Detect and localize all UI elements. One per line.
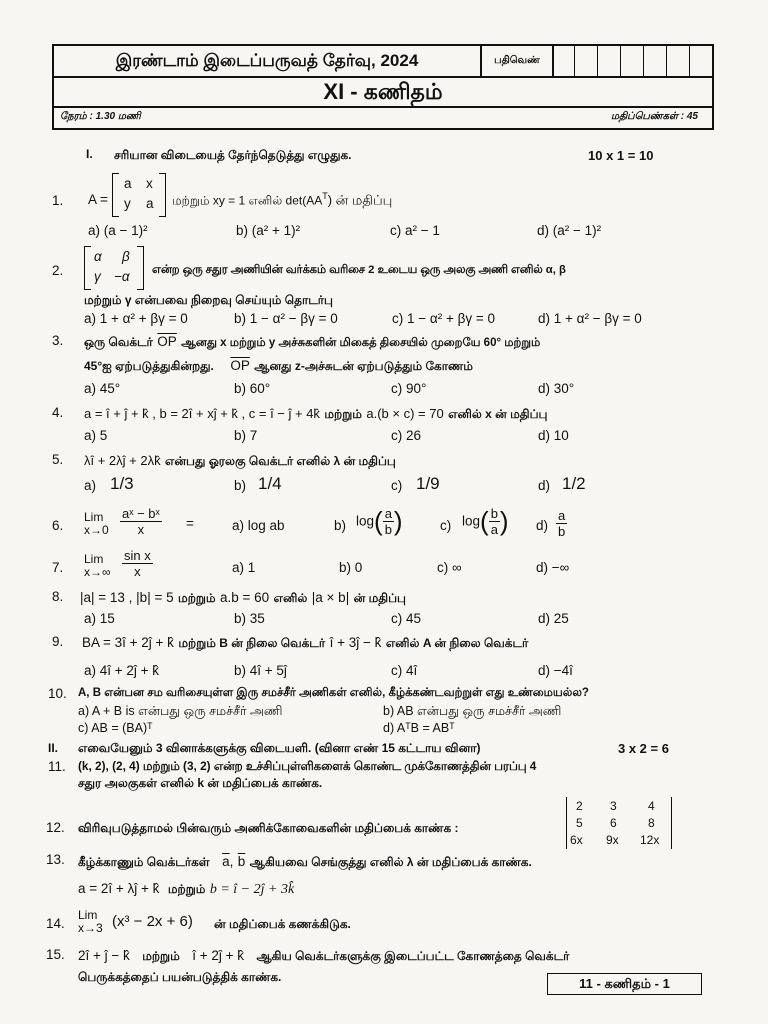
q8-text2: எனில்	[273, 591, 308, 605]
q15-text: ஆகிய வெக்டர்களுக்கு இடைப்பட்ட கோணத்தை வெக்டர்	[256, 949, 570, 963]
q10-option-a: a) A + B is என்பது ஒரு சமச்சீர் அணி	[78, 704, 283, 718]
q4-option-d: d) 10	[538, 428, 569, 443]
q9-text: மற்றும் B ன் நிலை வெக்டர்	[178, 636, 326, 650]
q9-option-d: d) −4î	[538, 663, 573, 678]
limit-label: Lim	[84, 510, 104, 524]
q2-matrix	[84, 246, 144, 288]
q4-option-a: a) 5	[84, 428, 108, 443]
reg-box	[552, 46, 575, 76]
q9-option-b: b) 4î + 5ĵ	[234, 663, 287, 678]
exam-header	[52, 44, 714, 130]
q15-equation: 2î + ĵ − k̂	[78, 948, 130, 963]
q2-option-a: a) 1 + α² + βγ = 0	[84, 311, 188, 326]
q3-option-d: d) 30°	[538, 381, 575, 396]
det-cell: 12x	[640, 833, 660, 847]
q11-line1: (k, 2), (2, 4) மற்றும் (3, 2) என்ற உச்சிப்புள்ளிகளைக் கொண்ட முக்கோணத்தின் பரப்பு 4	[78, 759, 537, 773]
fraction-denominator: x	[134, 564, 141, 579]
q5-text: என்பது ஓரலகு வெக்டர் எனில் λ ன் மதிப்பு	[165, 454, 396, 468]
q4-option-c: c) 26	[391, 428, 422, 443]
matrix-cell: γ	[94, 269, 101, 284]
matrix-cell: α	[94, 249, 102, 264]
q8-option-b: b) 35	[234, 611, 265, 626]
q11-line2: சதுர அலகுகள் எனில் k ன் மதிப்பைக் காண்க.	[78, 776, 323, 790]
limit-label: Lim	[84, 552, 104, 566]
q10-option-b: b) AB என்பது ஒரு சமச்சீர் அணி	[383, 704, 562, 718]
header-row-title	[54, 46, 712, 78]
q7-number: 7.	[52, 560, 64, 575]
q2-option-c: c) 1 − α² + βγ = 0	[392, 311, 495, 326]
q8-text: மற்றும்	[178, 591, 216, 605]
q4-line	[84, 405, 547, 423]
fraction-numerator: aˣ − bˣ	[122, 506, 160, 521]
det-cell: 6x	[570, 833, 583, 847]
q4-equation2: a.(b × c) = 70	[366, 406, 444, 421]
q1-option-b: b) (a² + 1)²	[236, 223, 301, 238]
fraction-numerator: a	[384, 506, 392, 521]
section2-heading: எவையேனும் 3 வினாக்களுக்கு விடையளி. (வினா எண் 15 கட்டாய வினா)	[78, 741, 481, 755]
section2-score: 3 x 2 = 6	[618, 741, 669, 756]
matrix-cell: y	[124, 196, 131, 211]
q5-option-d: d)	[538, 478, 551, 493]
matrix-cell: −α	[114, 269, 130, 284]
q2-text2: மற்றும் γ என்பவை நிறைவு செய்யும் தொடர்பு	[84, 293, 333, 307]
matrix-cell: a	[124, 176, 132, 191]
q12-determinant	[566, 797, 672, 849]
log-label: log	[462, 513, 481, 529]
q10-option-d: d) AᵀB = ABᵀ	[383, 721, 455, 735]
q6-option-a: a) log ab	[232, 518, 285, 533]
register-number-boxes	[552, 46, 712, 76]
q3-text: 45°ஐ ஏற்படுத்துகின்றது.	[84, 359, 214, 373]
det-cell: 2	[576, 799, 583, 813]
reg-box	[621, 46, 644, 76]
q9-equation2: î + 3ĵ − k̂	[329, 635, 382, 650]
q1-text-part1: மற்றும் xy = 1 எனில் det(AA	[172, 193, 323, 208]
det-cell: 9x	[606, 833, 619, 847]
section1-heading: சரியான விடையைத் தேர்ந்தெடுத்து எழுதுக.	[114, 148, 352, 162]
q13-line2	[78, 880, 294, 898]
matrix-bracket-right	[137, 246, 144, 290]
q8-option-a: a) 15	[84, 611, 115, 626]
q9-line	[82, 634, 528, 652]
q8-number: 8.	[52, 589, 64, 604]
section1-score: 10 x 1 = 10	[588, 148, 654, 163]
q14-number: 14.	[46, 916, 65, 931]
matrix-bracket-left	[112, 173, 119, 217]
q4-option-b: b) 7	[234, 428, 258, 443]
q5-option-d-value: 1/2	[562, 474, 586, 493]
det-cell: 4	[648, 799, 655, 813]
q9-option-a: a) 4î + 2ĵ + k̂	[84, 663, 160, 678]
q13-equation2: b = î − 2ĵ + 3k̂	[209, 882, 295, 897]
det-cell: 8	[648, 816, 655, 830]
reg-box	[644, 46, 667, 76]
q13-text2: ஆகியவை செங்குத்து எனில் λ ன் மதிப்பைக் காண்க.	[249, 855, 532, 869]
q4-number: 4.	[52, 405, 64, 420]
q1-matrix	[112, 173, 166, 215]
q6-option-d: d)	[536, 518, 549, 533]
q5-option-b: b)	[234, 478, 247, 493]
q7-option-a: a) 1	[232, 560, 256, 575]
q10-number: 10.	[48, 686, 67, 701]
q2-option-b: b) 1 − α² − βγ = 0	[234, 311, 338, 326]
reg-box	[598, 46, 621, 76]
q15-and: மற்றும்	[142, 949, 180, 963]
q9-text2: எனில் A ன் நிலை வெக்டர்	[385, 636, 529, 650]
determinant-bar-left	[566, 797, 567, 849]
determinant-bar-right	[671, 797, 672, 849]
q5-number: 5.	[52, 452, 64, 467]
q6-limit	[84, 511, 109, 537]
subject-title: XI - கணிதம்	[54, 78, 712, 108]
q6-number: 6.	[52, 518, 64, 533]
q8-option-d: d) 25	[538, 611, 569, 626]
register-number-label: பதிவெண்	[480, 46, 554, 76]
fraction-denominator: a	[490, 522, 498, 537]
q4-equation: a = î + ĵ + k̂ , b = 2î + xĵ + k̂ , c = î − ĵ + 4k̂	[84, 406, 320, 421]
reg-box	[667, 46, 690, 76]
q12-number: 12.	[46, 820, 65, 835]
log-label: log	[356, 513, 375, 529]
q13-text: கீழ்க்காணும் வெக்டர்கள்	[78, 855, 210, 869]
q3-text: ஆனது z-அச்சுடன் ஏற்படுத்தும் கோணம்	[254, 359, 473, 373]
q8-equation: |a| = 13 , |b| = 5	[80, 590, 174, 605]
limit-label: Lim	[78, 908, 98, 922]
q8-text3: ன் மதிப்பு	[353, 591, 406, 605]
fraction-numerator: sin x	[124, 548, 151, 563]
matrix-cell: x	[146, 176, 153, 191]
q2-text: என்ற ஒரு சதுர அணியின் வர்க்கம் வரிசை 2 உடைய ஒரு அலகு அணி எனில் α, β	[152, 264, 566, 276]
section1-label: I.	[86, 147, 93, 161]
q3-text: ஆனது x மற்றும் y அச்சுகளின் மிகைத் திசையில் முறையே 60° மற்றும்	[181, 337, 541, 349]
matrix-cell: β	[122, 249, 130, 264]
q15-number: 15.	[46, 947, 65, 962]
q5-option-c: c)	[391, 478, 403, 493]
q3-option-a: a) 45°	[84, 381, 121, 396]
q11-number: 11.	[48, 759, 66, 774]
q1-option-a: a) (a − 1)²	[88, 223, 148, 238]
limit-sub: x→3	[78, 921, 103, 935]
q13-comma: ,	[229, 854, 234, 869]
q3-text: ஒரு வெக்டர்	[84, 335, 153, 349]
q9-number: 9.	[52, 634, 64, 649]
fraction-numerator: b	[490, 506, 498, 521]
q15-line1	[78, 947, 569, 965]
q15-line2: பெருக்கத்தைப் பயன்படுத்திக் காண்க.	[78, 970, 282, 984]
q8-option-c: c) 45	[391, 611, 422, 626]
q8-equation2: a.b = 60	[220, 590, 270, 605]
q3-option-c: c) 90°	[391, 381, 427, 396]
q9-equation: BA = 3î + 2ĵ + k̂	[82, 635, 174, 650]
q10-option-c: c) AB = (BA)ᵀ	[78, 721, 153, 735]
q6-equals: =	[186, 516, 194, 531]
q7-limit	[84, 553, 111, 579]
q7-option-d: d) −∞	[536, 560, 570, 575]
q13-equation: a = 2î + λĵ + k̂	[78, 881, 160, 896]
q1-number: 1.	[52, 193, 64, 208]
q6-option-b-value: log( $\frac{a}{b}$ )	[356, 506, 403, 537]
fraction-numerator: a	[558, 508, 566, 523]
q6-option-c: c)	[440, 518, 452, 533]
exam-title: இரண்டாம் இடைப்பருவத் தேர்வு, 2024	[115, 51, 419, 70]
q2-option-d: d) 1 + α² − βγ = 0	[538, 311, 642, 326]
matrix-bracket-right	[159, 173, 166, 217]
q5-option-b-value: 1/4	[258, 474, 282, 493]
q13-number: 13.	[46, 852, 65, 867]
q5-equation: λî + 2λĵ + 2λk̂	[84, 453, 161, 468]
q1-text-part2: ) ன் மதிப்பு	[327, 192, 393, 208]
fraction-denominator: x	[137, 522, 145, 537]
matrix-bracket-left	[84, 246, 91, 290]
q14-expression: (x³ − 2x + 6)	[112, 913, 193, 930]
matrix-cell: a	[146, 196, 154, 211]
q7-option-c: c) ∞	[437, 560, 462, 575]
q12-text: விரிவுபடுத்தாமல் பின்வரும் அணிக்கோவைகளின் மதிப்பைக் காண்க :	[78, 821, 459, 835]
det-cell: 5	[576, 816, 583, 830]
exam-marks: மதிப்பெண்கள் : 45	[610, 111, 698, 122]
q3-line1	[84, 333, 540, 351]
q3-option-b: b) 60°	[234, 381, 271, 396]
q1-option-d: d) (a² − 1)²	[537, 223, 602, 238]
q5-line	[84, 452, 396, 470]
exam-time: நேரம் : 1.30 மணி	[60, 111, 141, 122]
q8-line	[80, 589, 406, 607]
q2-number: 2.	[52, 263, 64, 278]
limit-sub: x→0	[84, 523, 109, 537]
header-row-info	[54, 108, 712, 128]
q1-lhs: A =	[88, 192, 108, 207]
q6-option-d-value	[556, 508, 567, 539]
q6-option-b: b)	[334, 518, 347, 533]
q3-line2	[84, 357, 473, 375]
q6-fraction	[120, 506, 162, 537]
fraction-denominator: b	[384, 522, 392, 537]
q7-option-b: b) 0	[339, 560, 363, 575]
q13-line1	[78, 853, 532, 871]
q4-text2: எனில் x ன் மதிப்பு	[448, 407, 548, 421]
q13-vector-a: $\overline{a}$	[222, 854, 230, 869]
section2-label: II.	[48, 741, 59, 755]
q13-vector-b: $\overline{b}$	[237, 854, 246, 869]
det-cell: 3	[610, 799, 617, 813]
q1-text	[172, 191, 392, 209]
fraction-denominator: b	[558, 524, 566, 539]
q1-sup: T	[322, 191, 328, 201]
q5-option-c-value: 1/9	[416, 474, 440, 493]
q15-equation2: î + 2ĵ + k̂	[192, 948, 244, 963]
q5-option-a: a)	[84, 478, 97, 493]
q3-vector: $\overline{OP}$	[230, 358, 250, 373]
q4-text: மற்றும்	[324, 407, 362, 421]
q14-text: ன் மதிப்பைக் கணக்கிடுக.	[214, 917, 351, 931]
q3-vector: $\overline{OP}$	[157, 334, 177, 349]
det-cell: 6	[610, 816, 617, 830]
reg-box	[690, 46, 712, 76]
q13-and: மற்றும்	[167, 882, 206, 896]
q9-option-c: c) 4î	[391, 663, 418, 678]
q3-number: 3.	[52, 333, 64, 348]
reg-box	[575, 46, 598, 76]
q1-option-c: c) a² − 1	[390, 223, 440, 238]
q14-limit	[78, 909, 103, 935]
q5-option-a-value: 1/3	[110, 474, 134, 493]
q8-equation3: |a × b|	[311, 590, 350, 605]
limit-sub: x→∞	[84, 565, 111, 579]
page-footer: 11 - கணிதம் - 1	[547, 973, 702, 995]
q10-text: A, B என்பன சம வரிசையுள்ள இரு சமச்சீர் அணிகள் எனில், கீழ்க்கண்டவற்றுள் எது உண்மையல்ல?	[78, 687, 589, 699]
q7-fraction	[122, 548, 153, 579]
q6-option-c-value: log( $\frac{b}{a}$ )	[462, 506, 509, 537]
